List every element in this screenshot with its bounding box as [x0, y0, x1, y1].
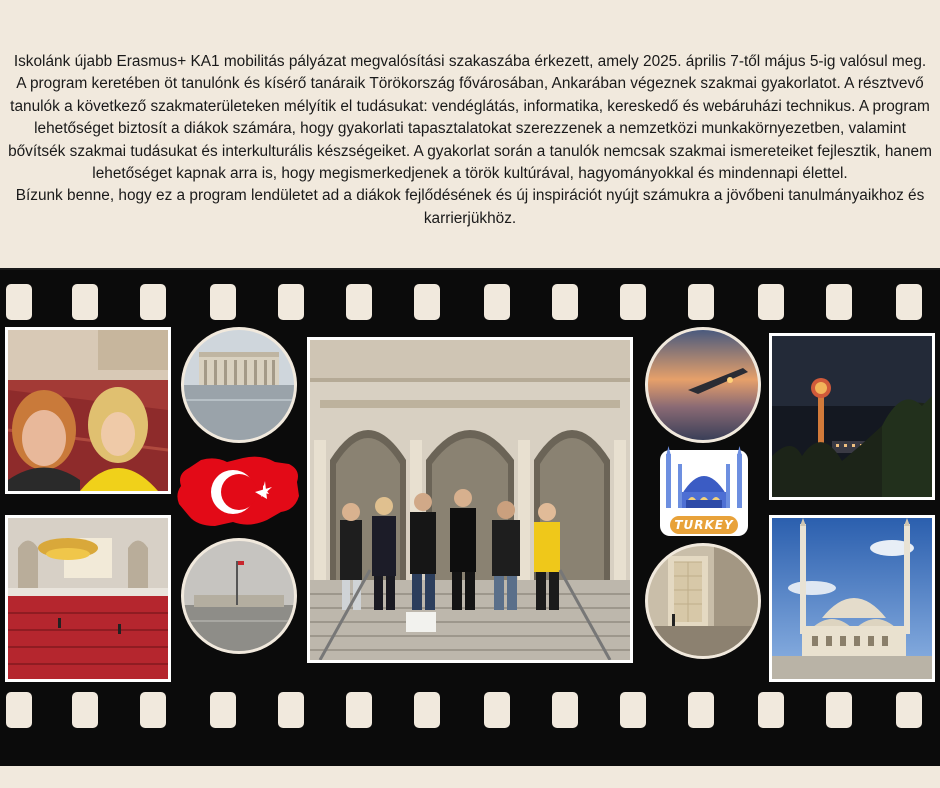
sprocket-hole: [484, 692, 510, 728]
film-strip-edge: [0, 756, 940, 766]
sprocket-hole: [414, 284, 440, 320]
sprocket-hole: [826, 692, 852, 728]
sprocket-hole: [346, 692, 372, 728]
sprocket-hole: [6, 284, 32, 320]
turkey-sticker-label: TURKEY: [670, 516, 738, 534]
sprocket-hole: [278, 692, 304, 728]
photo-group-at-mosque: [307, 337, 633, 663]
turkey-flag-map: [175, 452, 303, 532]
intro-paragraph-2: Bízunk benne, hogy ez a program lendületet ad a diákok fejlődésének és új inspirációt nyújt számukra a jövőbeni tanulmányaikhoz és karrierjükhöz.: [15, 187, 925, 227]
intro-paragraph-1: Iskolánk újabb Erasmus+ KA1 mobilitás pályázat megvalósítási szakaszába érkezett, amely 2025. április 7-től május 5-ig valósul meg. A program keretében öt tanulónk és kísérő tanáraik Törökország fővárosában, Ankarában végeznek szakmai gyakorlatot. A résztvevő tanulók a következő szakmaterületeken mélyítik el tudásukat: vendéglátás, informatika, kereskedő és webáruházi technikus. A program lehetőséget biztosít a diákok számára, hogy gyakorlati tapasztalatokat szerezzenek a nemzetközi munkakörnyezetben, valamint bővítsék szakmai tudásukat és interkulturális készségeiket. A gyakorlat során a tanulók nemcsak szakmai ismereteiket fejlesztik, hanem lehetőséget kapnak arra is, hogy megismerkedjenek a török kultúrával, hagyományokkal és mindennapi élettel.: [8, 53, 932, 183]
photo-tower-at-night: [769, 333, 935, 500]
sprocket-hole: [688, 284, 714, 320]
sprocket-hole: [896, 284, 922, 320]
sprocket-hole: [552, 284, 578, 320]
sprocket-hole: [620, 284, 646, 320]
photo-mosque-interior: [5, 515, 171, 682]
sprocket-hole: [414, 692, 440, 728]
sprocket-hole: [346, 284, 372, 320]
sprocket-hole: [826, 284, 852, 320]
sprocket-hole: [484, 284, 510, 320]
sprocket-hole: [72, 284, 98, 320]
sprocket-hole: [758, 692, 784, 728]
sprocket-hole: [210, 284, 236, 320]
sprocket-hole: [210, 692, 236, 728]
sprocket-hole: [896, 692, 922, 728]
sprocket-hole: [552, 692, 578, 728]
sprocket-hole: [688, 692, 714, 728]
sprocket-hole: [620, 692, 646, 728]
sprocket-hole: [72, 692, 98, 728]
photo-anitkabir-circle: [181, 327, 297, 443]
sprocket-hole: [140, 284, 166, 320]
photo-airplane-window-circle: [645, 327, 761, 443]
turkey-mosque-sticker: [656, 444, 752, 540]
intro-text: [8, 51, 932, 230]
sprocket-hole: [6, 692, 32, 728]
sprocket-hole: [278, 284, 304, 320]
sprocket-hole: [758, 284, 784, 320]
photo-square-circle: [181, 538, 297, 654]
photo-selfie-in-mosque: [5, 327, 171, 494]
photo-mosque-exterior: [769, 515, 935, 682]
sprocket-hole: [140, 692, 166, 728]
photo-hall-interior-circle: [645, 543, 761, 659]
